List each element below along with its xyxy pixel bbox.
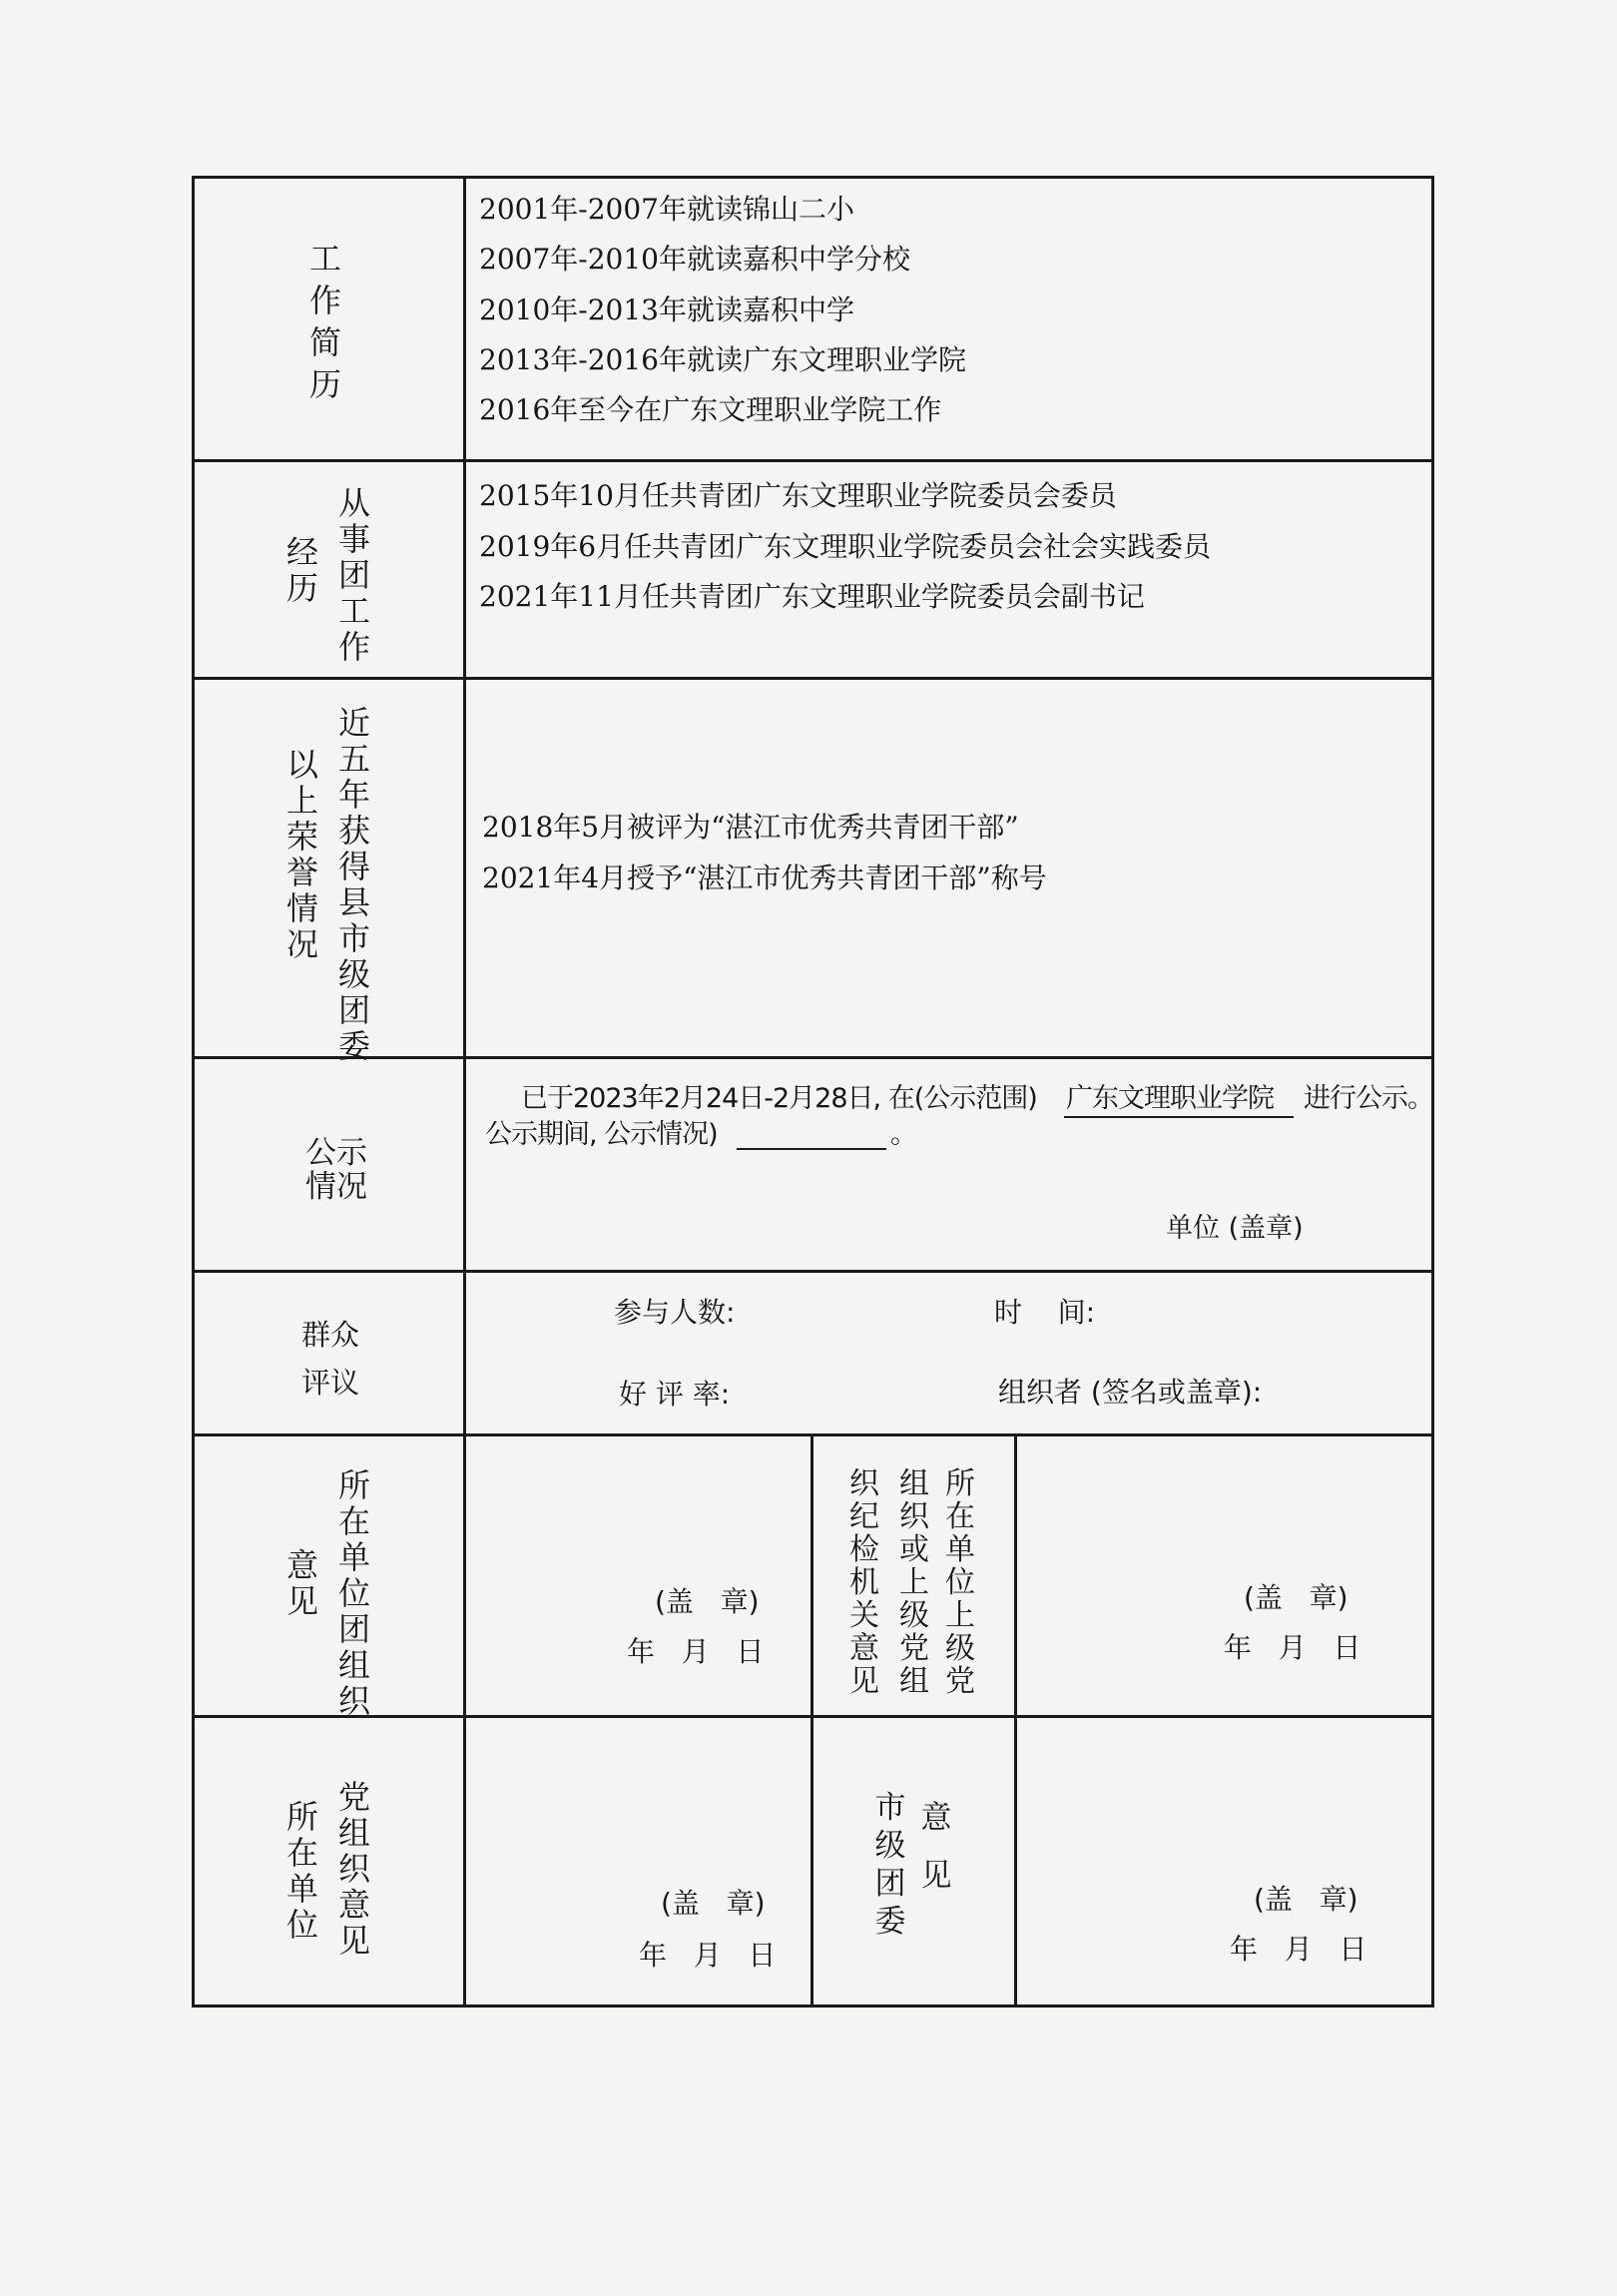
superior-party-opinion-label-col3: 织纪检机关意见 — [849, 1466, 879, 1699]
publicity-text-part1: 已于2023年2月24日-2月28日, 在(公示范围) — [521, 1083, 1037, 1114]
publicity-text-end: 。 — [890, 1119, 917, 1150]
publicity-scope-underline — [1064, 1116, 1294, 1118]
public-review-label-line2: 评议 — [301, 1366, 360, 1400]
public-review-organizer: 组织者 (签名或盖章): — [998, 1376, 1263, 1409]
opinion-column-divider — [1014, 1434, 1017, 2008]
league-experience-line-1: 2015年10月任共青团广东文理职业学院委员会委员 — [479, 479, 1117, 512]
league-experience-label-col1: 从事团工作 — [337, 484, 370, 666]
superior-party-opinion-date: 年 月 日 — [1224, 1631, 1361, 1664]
publicity-label-line1: 公示 — [305, 1135, 367, 1171]
superior-party-opinion-label-col1: 所在单位上级党 — [945, 1466, 975, 1699]
work-resume-line-5: 2016年至今在广东文理职业学院工作 — [479, 393, 942, 426]
row-divider — [192, 1056, 1434, 1059]
publicity-situation-underline — [737, 1148, 886, 1150]
superior-party-opinion-stamp: (盖 章) — [1244, 1581, 1348, 1614]
public-review-approval-rate: 好 评 率: — [619, 1378, 731, 1411]
honors-label-col1: 近五年获得县市级团委 — [337, 704, 370, 1065]
opinion-column-divider — [810, 1434, 813, 2008]
honors-line-2: 2021年4月授予“湛江市优秀共青团干部”称号 — [482, 861, 1047, 894]
unit-league-opinion-date: 年 月 日 — [627, 1635, 765, 1668]
publicity-label-line2: 情况 — [305, 1169, 367, 1205]
publicity-text-line2: 公示期间, 公示情况) — [485, 1119, 718, 1150]
publicity-text-part2: 进行公示。 — [1304, 1083, 1433, 1114]
unit-party-opinion-label-col2: 所在单位 — [285, 1798, 318, 1944]
label-column-divider — [463, 176, 466, 2008]
unit-party-opinion-date: 年 月 日 — [639, 1939, 777, 1972]
city-league-opinion-label-col1: 意见 — [920, 1800, 952, 1894]
league-experience-label-col2: 经历 — [285, 533, 318, 607]
city-league-opinion-label-col2: 市级团委 — [874, 1790, 906, 1940]
work-resume-line-1: 2001年-2007年就读锦山二小 — [479, 193, 854, 226]
work-resume-label: 工作简历 — [308, 240, 341, 403]
unit-league-opinion-stamp: (盖 章) — [655, 1585, 760, 1618]
superior-party-opinion-label-col2: 组织或上级党组 — [899, 1466, 929, 1699]
city-league-opinion-stamp: (盖 章) — [1254, 1883, 1358, 1916]
work-resume-line-3: 2010年-2013年就读嘉积中学 — [479, 293, 854, 326]
league-experience-line-3: 2021年11月任共青团广东文理职业学院委员会副书记 — [479, 580, 1145, 613]
unit-league-opinion-label-col2: 意见 — [285, 1546, 318, 1620]
public-review-time: 时 间: — [994, 1296, 1096, 1329]
city-league-opinion-date: 年 月 日 — [1230, 1933, 1367, 1966]
unit-league-opinion-label-col1: 所在单位团组织 — [337, 1466, 370, 1720]
public-review-label-line1: 群众 — [301, 1318, 360, 1352]
unit-party-opinion-stamp: (盖 章) — [661, 1887, 766, 1920]
table-border-left — [192, 176, 195, 2008]
work-resume-line-4: 2013年-2016年就读广东文理职业学院 — [479, 343, 966, 376]
publicity-scope: 广东文理职业学院 — [1066, 1083, 1274, 1114]
honors-line-1: 2018年5月被评为“湛江市优秀共青团干部” — [482, 811, 1019, 844]
row-divider — [192, 1270, 1434, 1273]
row-divider — [192, 677, 1434, 680]
work-resume-line-2: 2007年-2010年就读嘉积中学分校 — [479, 243, 910, 276]
row-divider — [192, 459, 1434, 462]
public-review-participants: 参与人数: — [614, 1296, 736, 1329]
league-experience-line-2: 2019年6月任共青团广东文理职业学院委员会社会实践委员 — [479, 530, 1212, 563]
honors-label-col2: 以上荣誉情况 — [285, 746, 318, 963]
table-border-top — [192, 176, 1434, 179]
unit-party-opinion-label-col1: 党组织意见 — [337, 1778, 370, 1960]
publicity-stamp-label: 单位 (盖章) — [1166, 1213, 1304, 1244]
